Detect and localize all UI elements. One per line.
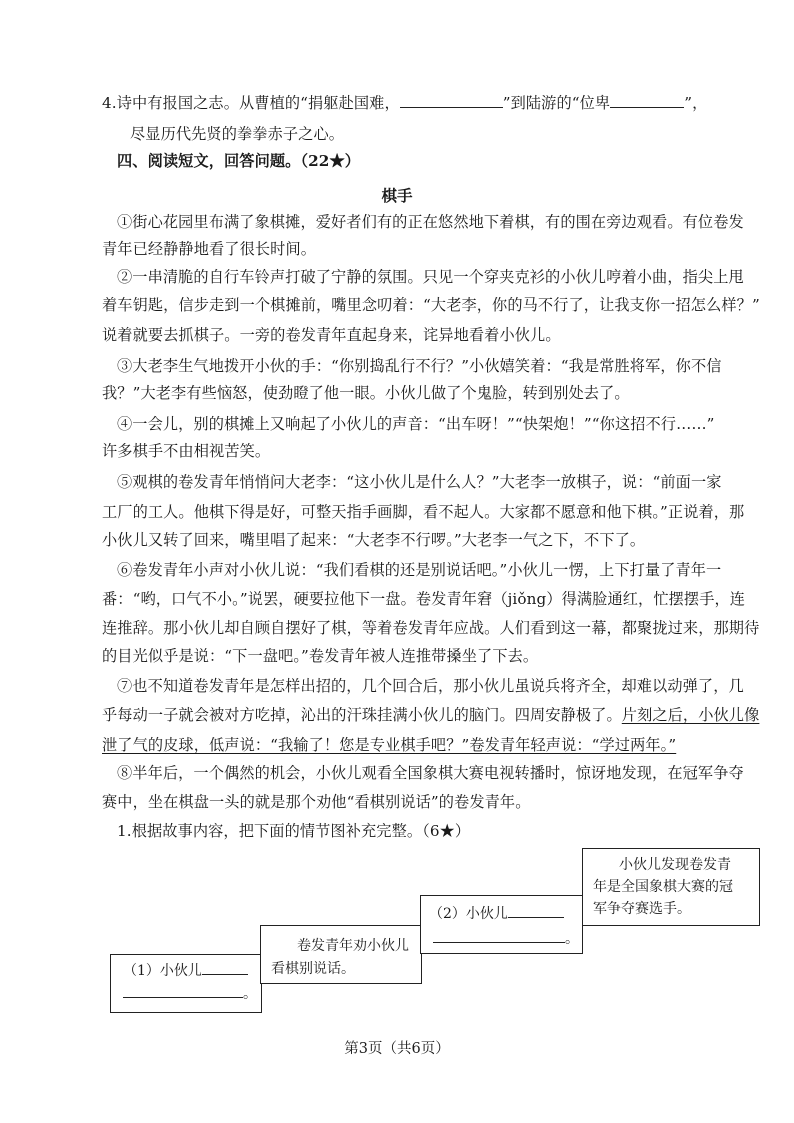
section-heading: 四、阅读短文，回答问题。（22★） [117, 152, 361, 170]
plot-box-1 [110, 954, 262, 1013]
plot-box-4-line3: 军争夺赛选手。 [593, 901, 691, 917]
story-line: ⑦也不知道卷发青年是怎样出招的，几个回合后，那小伙儿虽说兵将齐全，却难以动弹了，几 [117, 677, 744, 695]
plot-box-period: 。 [243, 986, 257, 1002]
story-line: 工厂的工人。他棋下得是好，可整天指手画脚，看不起人。大家都不愿意和他下棋。”正说着，那 [102, 503, 745, 521]
story-line: 我？”大老李有些恼怒，使劲瞪了他一眼。小伙儿做了个鬼脸，转到别处去了。 [102, 384, 630, 402]
q4-text-part1: 4.诗中有报国之志。从曹植的“捐躯赴国难， [102, 94, 400, 112]
story-line: 的目光似乎是说：“下一盘吧。”卷发青年被人连推带搡坐了下去。 [102, 647, 539, 665]
plot-box-2-line1: 卷发青年劝小伙儿 [297, 938, 409, 954]
story-line: 连推辞。那小伙儿却自顾自摆好了棋，等着卷发青年应战。人们看到这一幕，都聚拢过来，那期待 [102, 619, 760, 637]
plot-box-4-line2: 年是全国象棋大赛的冠 [593, 879, 733, 895]
answer-blank[interactable] [508, 903, 564, 918]
q4-text-part3: ”， [684, 94, 708, 112]
plot-box-3 [420, 895, 583, 954]
plot-box-2 [260, 925, 422, 984]
story-line-underlined: 泄了气的皮球，低声说：“我输了！您是专业棋手吧？”卷发青年轻声说：“学过两年。” [102, 736, 677, 754]
plot-box-3-label: （2）小伙儿 [429, 906, 508, 922]
story-line: ⑧半年后，一个偶然的机会，小伙儿观看全国象棋大赛电视转播时，惊讶地发现，在冠军争夺 [117, 764, 744, 782]
question-1: 1.根据故事内容，把下面的情节图补充完整。（6★） [117, 822, 471, 840]
story-line: ③大老李生气地拨开小伙的手：“你别捣乱行不行？”小伙嬉笑着：“我是常胜将军，你不信 [117, 357, 722, 375]
plot-box-1-label: （1）小伙儿 [123, 963, 202, 979]
answer-blank[interactable] [123, 983, 243, 998]
plot-box-1-line [123, 959, 248, 983]
story-line: 说着就要去抓棋子。一旁的卷发青年直起身来，诧异地看着小伙儿。 [102, 326, 561, 344]
plot-box-1-line [123, 982, 257, 1006]
story-line: 许多棋手不由相视苦笑。 [102, 442, 271, 460]
question-4-line1 [102, 91, 782, 114]
story-line-part: 乎每动一子就会被对方吃掉，沁出的汗珠挂满小伙儿的脑门。四周安静极了。 [102, 706, 622, 724]
underlined-sentence: 片刻之后，小伙儿像 [621, 706, 760, 724]
story-line: 着车钥匙，信步走到一个棋摊前，嘴里念叨着：“大老李，你的马不行了，让我支你一招怎么样？” [102, 296, 760, 314]
story-line: 番：“哟，口气不小。”说罢，硬要拉他下一盘。卷发青年窘（jiǒng）得满脸通红，忙摆摆手，连 [102, 590, 746, 608]
plot-box-4-line1: 小伙儿发现卷发青 [619, 857, 731, 873]
story-line: 小伙儿又转了回来，嘴里唱了起来：“大老李不行啰。”大老李一气之下，不下了。 [102, 531, 646, 549]
story-line: ①街心花园里布满了象棋摊，爱好者们有的正在悠然地下着棋，有的围在旁边观看。有位卷发 [117, 213, 744, 231]
answer-blank[interactable] [400, 91, 503, 108]
page-number: 第3页（共6页） [344, 1041, 450, 1057]
q4-text-part2: ”到陆游的“位卑 [502, 94, 611, 112]
plot-box-3-line [433, 927, 579, 951]
plot-box-3-line [429, 902, 564, 926]
story-line: ⑥卷发青年小声对小伙儿说：“我们看棋的还是别说话吧。”小伙儿一愣，上下打量了青年一 [117, 561, 722, 579]
story-line [102, 704, 782, 726]
question-4-line2: 尽显历代先贤的拳拳赤子之心。 [130, 125, 345, 143]
story-line: 赛中，坐在棋盘一头的就是那个劝他“看棋别说话”的卷发青年。 [102, 793, 531, 811]
plot-box-period: 。 [565, 931, 579, 947]
plot-box-2-line2: 看棋别说话。 [271, 961, 355, 977]
story-line: ⑤观棋的卷发青年悄悄问大老李：“这小伙儿是什么人？”大老李一放棋子，说：“前面一家 [117, 473, 722, 491]
answer-blank[interactable] [202, 960, 248, 975]
story-line: ②一串清脆的自行车铃声打破了宁静的氛围。只见一个穿夹克衫的小伙儿哼着小曲，指尖上甩 [117, 268, 744, 286]
plot-box-4 [582, 848, 760, 926]
answer-blank[interactable] [433, 928, 565, 943]
answer-blank[interactable] [610, 91, 684, 108]
story-line: ④一会儿，别的棋摊上又响起了小伙儿的声音：“出车呀！”“快架炮！”“你这招不行……” [117, 415, 715, 433]
story-title: 棋手 [381, 186, 413, 205]
story-line: 青年已经静静地看了很长时间。 [102, 240, 317, 258]
